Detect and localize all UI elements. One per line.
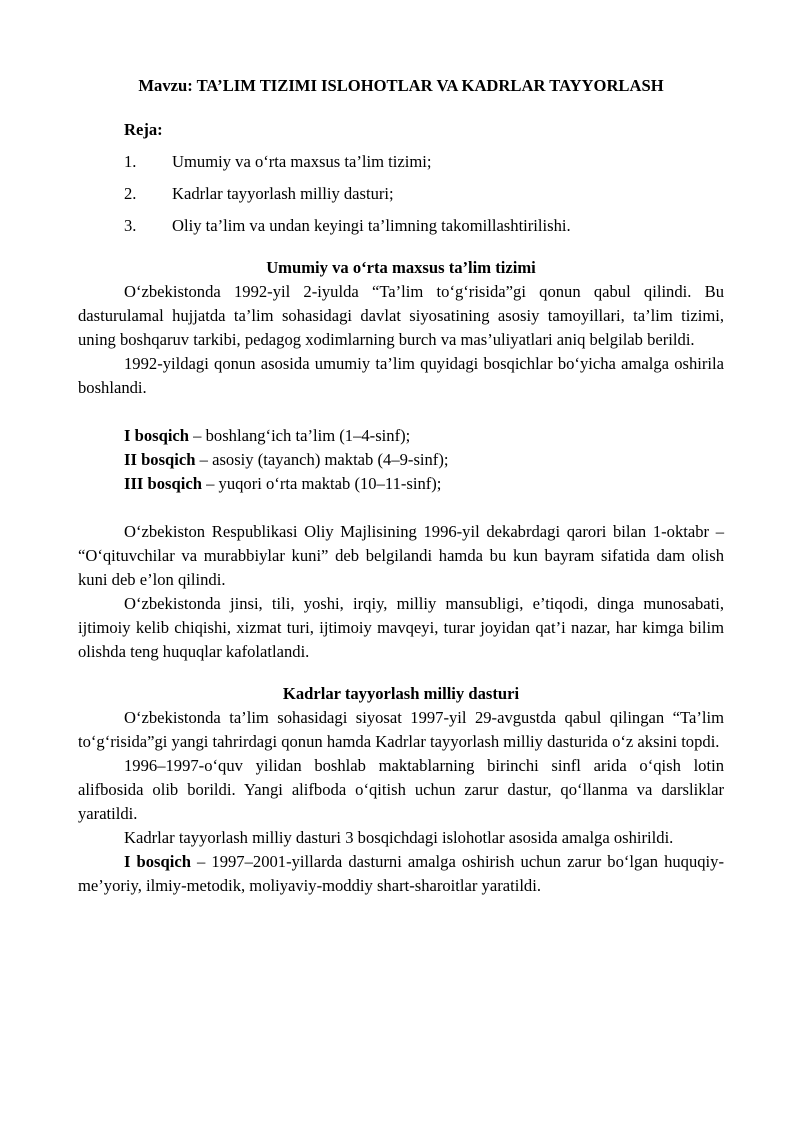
stage-label: I bosqich	[124, 852, 191, 871]
section-heading-national-program: Kadrlar tayyorlash milliy dasturi	[282, 684, 520, 703]
paragraph: 1996–1997-o‘quv yilidan boshlab maktablarning birinchi sinfl arida o‘qish lotin alifbosida olib borildi. Yangi alifboda o‘qitish uchun zarur dastur, qo‘llanma va darsliklar yaratildi.	[78, 756, 724, 823]
stage-item	[124, 448, 724, 472]
paragraph: Kadrlar tayyorlash milliy dasturi 3 bosqichdagi islohotlar asosida amalga oshirildi.	[124, 828, 674, 847]
plan-item-text: Kadrlar tayyorlash milliy dasturi;	[172, 184, 394, 203]
plan-item-text: Umumiy va o‘rta maxsus ta’lim tizimi;	[172, 152, 432, 171]
plan-item-number: 2.	[124, 184, 137, 203]
paragraph: O‘zbekistonda 1992-yil 2-iyulda “Ta’lim to‘g‘risida”gi qonun qabul qilindi. Bu dasturulamal hujjatda ta’lim sohasidagi davlat siyosatining asosiy tamoyillari, ta’lim tizimi, uning boshqaruv tarkibi, pedagog xodimlarning burch va mas’uliyatlari aniq belgilab berildi.	[78, 282, 724, 349]
paragraph-text: – 1997–2001-yillarda dasturni amalga oshirish uchun zarur bo‘lgan huquqiy-me’yoriy, ilmiy-metodik, moliyaviy-moddiy shart-sharoitlar yaratildi.	[78, 852, 724, 895]
stage-label: I bosqich	[124, 426, 190, 445]
plan-item	[124, 182, 724, 206]
spacer	[78, 400, 724, 424]
plan-list	[124, 150, 724, 238]
stage-text: – yuqori o‘rta maktab (10–11-sinf);	[201, 474, 442, 493]
plan-item	[124, 214, 724, 238]
stage-text: – boshlang‘ich ta’lim (1–4-sinf);	[189, 426, 411, 445]
paragraph	[78, 850, 724, 898]
plan-item-number: 3.	[124, 216, 137, 235]
stage-item	[124, 472, 724, 496]
stage-item	[124, 424, 724, 448]
stage-text: – asosiy (tayanch) maktab (4–9-sinf);	[195, 450, 449, 469]
paragraph: 1992-yildagi qonun asosida umumiy ta’lim quyidagi bosqichlar bo‘yicha amalga oshirila boshlandi.	[78, 354, 724, 397]
document-page	[78, 74, 724, 898]
plan-block	[124, 118, 724, 238]
plan-item-number: 1.	[124, 152, 137, 171]
plan-item-text: Oliy ta’lim va undan keyingi ta’limning takomillashtirilishi.	[172, 216, 571, 235]
paragraph: O‘zbekistonda jinsi, tili, yoshi, irqiy, milliy mansubligi, e’tiqodi, dinga munosabati, ijtimoiy kelib chiqishi, xizmat turi, ijtimoiy mavqeyi, turar joyidan qat’i nazar, har kimga bilim olishda teng huquqlar kafolatlandi.	[78, 594, 724, 661]
paragraph: O‘zbekistonda ta’lim sohasidagi siyosat 1997-yil 29-avgustda qabul qilingan “Ta’lim to‘g‘risida”gi yangi tahrirdagi qonun hamda Kadrlar tayyorlash milliy dasturida o‘z aksini topdi.	[78, 708, 724, 751]
plan-label: Reja:	[124, 120, 163, 139]
stage-label: II bosqich	[124, 450, 196, 469]
stage-label: III bosqich	[124, 474, 202, 493]
plan-item	[124, 150, 724, 174]
section-heading-general-education: Umumiy va o‘rta maxsus ta’lim tizimi	[266, 258, 536, 277]
spacer	[78, 496, 724, 520]
document-title: Mavzu: TA’LIM TIZIMI ISLOHOTLAR VA KADRLAR TAYYORLASH	[138, 76, 664, 95]
paragraph: O‘zbekiston Respublikasi Oliy Majlisining 1996-yil dekabrdagi qarori bilan 1-oktabr – “O‘qituvchilar va murabbiylar kuni” deb belgilandi hamda bu kun bayram sifatida dam olish kuni deb e’lon qilindi.	[78, 522, 724, 589]
